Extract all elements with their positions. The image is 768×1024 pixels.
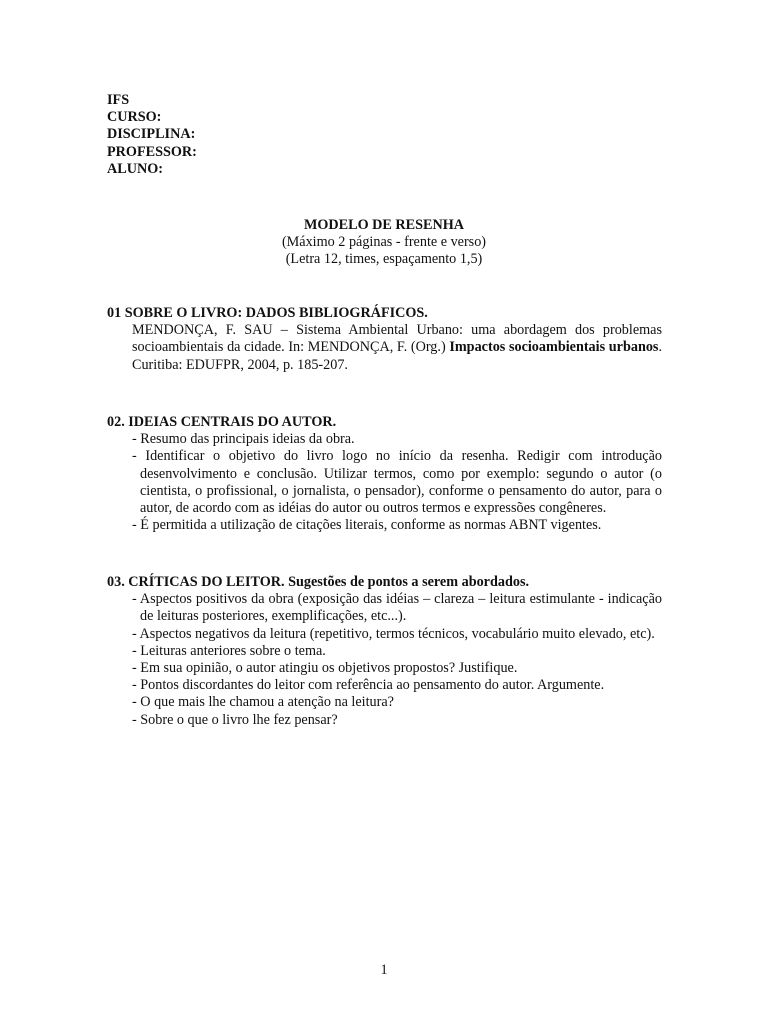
list-item: - Pontos discordantes do leitor com referência ao pensamento do autor. Argumente.: [132, 677, 605, 694]
document-title: MODELO DE RESENHA: [303, 217, 465, 233]
list-item: - Leituras anteriores sobre o tema.: [132, 642, 326, 659]
professor-label: PROFESSOR:: [107, 143, 197, 160]
critique-points-list: [107, 591, 662, 729]
list-item: - Aspectos positivos da obra (exposição das idéias – clareza – leitura estimulante - indicação de leituras posteriores, exemplificações, etc...).: [132, 591, 662, 625]
list-item: - Aspectos negativos da leitura (repetitivo, termos técnicos, vocabulário muito elevado, etc).: [132, 625, 655, 642]
citation-book-title: Impactos socioambientais urbanos: [449, 339, 659, 356]
title-block: [100, 217, 668, 269]
section-heading: 01 SOBRE O LIVRO: DADOS BIBLIOGRÁFICOS.: [107, 305, 428, 321]
list-item: - Em sua opinião, o autor atingiu os objetivos propostos? Justifique.: [132, 660, 518, 677]
section-bibliographic-data: [107, 305, 662, 374]
course-label: CURSO:: [107, 109, 162, 126]
section-heading: 02. IDEIAS CENTRAIS DO AUTOR.: [107, 414, 337, 430]
central-ideas-list: [107, 431, 662, 534]
citation-text: MENDONÇA, F. SAU – Sistema Ambiental Urbano: uma abordagem dos problemas socioambientais da cidade. In: MENDONÇA, F. (Org.): [132, 322, 662, 356]
list-item: - O que mais lhe chamou a atenção na leitura?: [132, 694, 394, 711]
student-label: ALUNO:: [107, 160, 163, 177]
list-item: - Identificar o objetivo do livro logo no início da resenha. Redigir com introdução desenvolvimento e conclusão. Utilizar termos, como por exemplo: segundo o autor (o cientista, o profissional, o jornalista, o pensador), conforme o pensamento do autor, para o autor, de acordo com as idéias do autor ou outros termos e expressões congêneres.: [132, 448, 662, 517]
formatting-note: (Letra 12, times, espaçamento 1,5): [285, 251, 483, 268]
list-item: - Sobre o que o livro lhe fez pensar?: [132, 711, 338, 728]
discipline-label: DISCIPLINA:: [107, 126, 196, 143]
list-item: - É permitida a utilização de citações literais, conforme as normas ABNT vigentes.: [132, 517, 602, 534]
bibliographic-citation: [107, 322, 662, 374]
citation-publication: . Curitiba: EDUFPR, 2004, p. 185-207.: [132, 339, 662, 373]
page-limit-note: (Máximo 2 páginas - frente e verso): [281, 234, 487, 251]
institution-label: IFS: [107, 92, 130, 108]
list-item: - Resumo das principais ideias da obra.: [132, 431, 355, 448]
page-number: 1: [380, 962, 388, 978]
section-reader-critique: [107, 574, 662, 729]
section-heading: 03. CRÍTICAS DO LEITOR. Sugestões de pontos a serem abordados.: [107, 574, 530, 590]
header-block: [107, 92, 197, 178]
section-central-ideas: [107, 414, 662, 534]
